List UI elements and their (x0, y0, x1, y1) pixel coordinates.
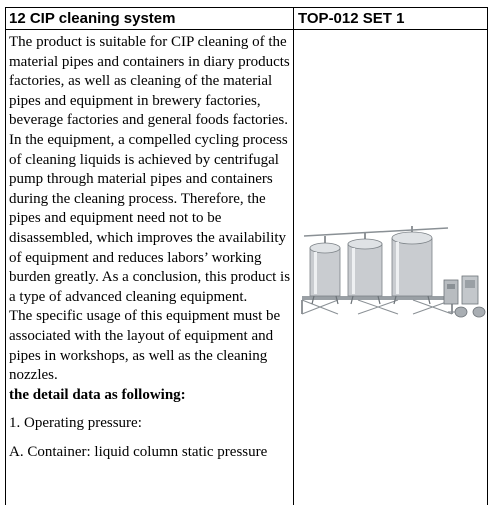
spec-table (5, 7, 488, 505)
cip-system-image (298, 226, 488, 326)
product-model: TOP-012 SET 1 (298, 10, 405, 27)
detail-item: 1. Operating pressure: (9, 415, 142, 432)
product-title: 12 CIP cleaning system (9, 10, 176, 27)
description-paragraph: The product is suitable for CIP cleaning of the material pipes and containers in diary products factories, as well as cleaning of the material pipes and equipment in brewery factories, beverage factories and general foods factories. (9, 34, 290, 129)
column-divider (293, 8, 294, 505)
description-paragraph: The specific usage of this equipment must be associated with the layout of equipment and pipes in workshops, as well as the cleaning nozzles. (9, 308, 281, 384)
description-cell (9, 33, 292, 462)
detail-heading: the detail data as following: (9, 386, 186, 403)
detail-item: A. Container: liquid column static pressure (9, 443, 268, 460)
header-divider (6, 29, 487, 30)
description-paragraph: In the equipment, a compelled cycling process of cleaning liquids is achieved by centrifugal pump through material pipes and containers during the cleaning process. Therefore, the pipes and equipment need not to be disassembled, which improves the availability of equipment and reduces labors’ working burden greatly. As a conclusion, this product is a type of advanced cleaning equipment. (9, 131, 291, 305)
